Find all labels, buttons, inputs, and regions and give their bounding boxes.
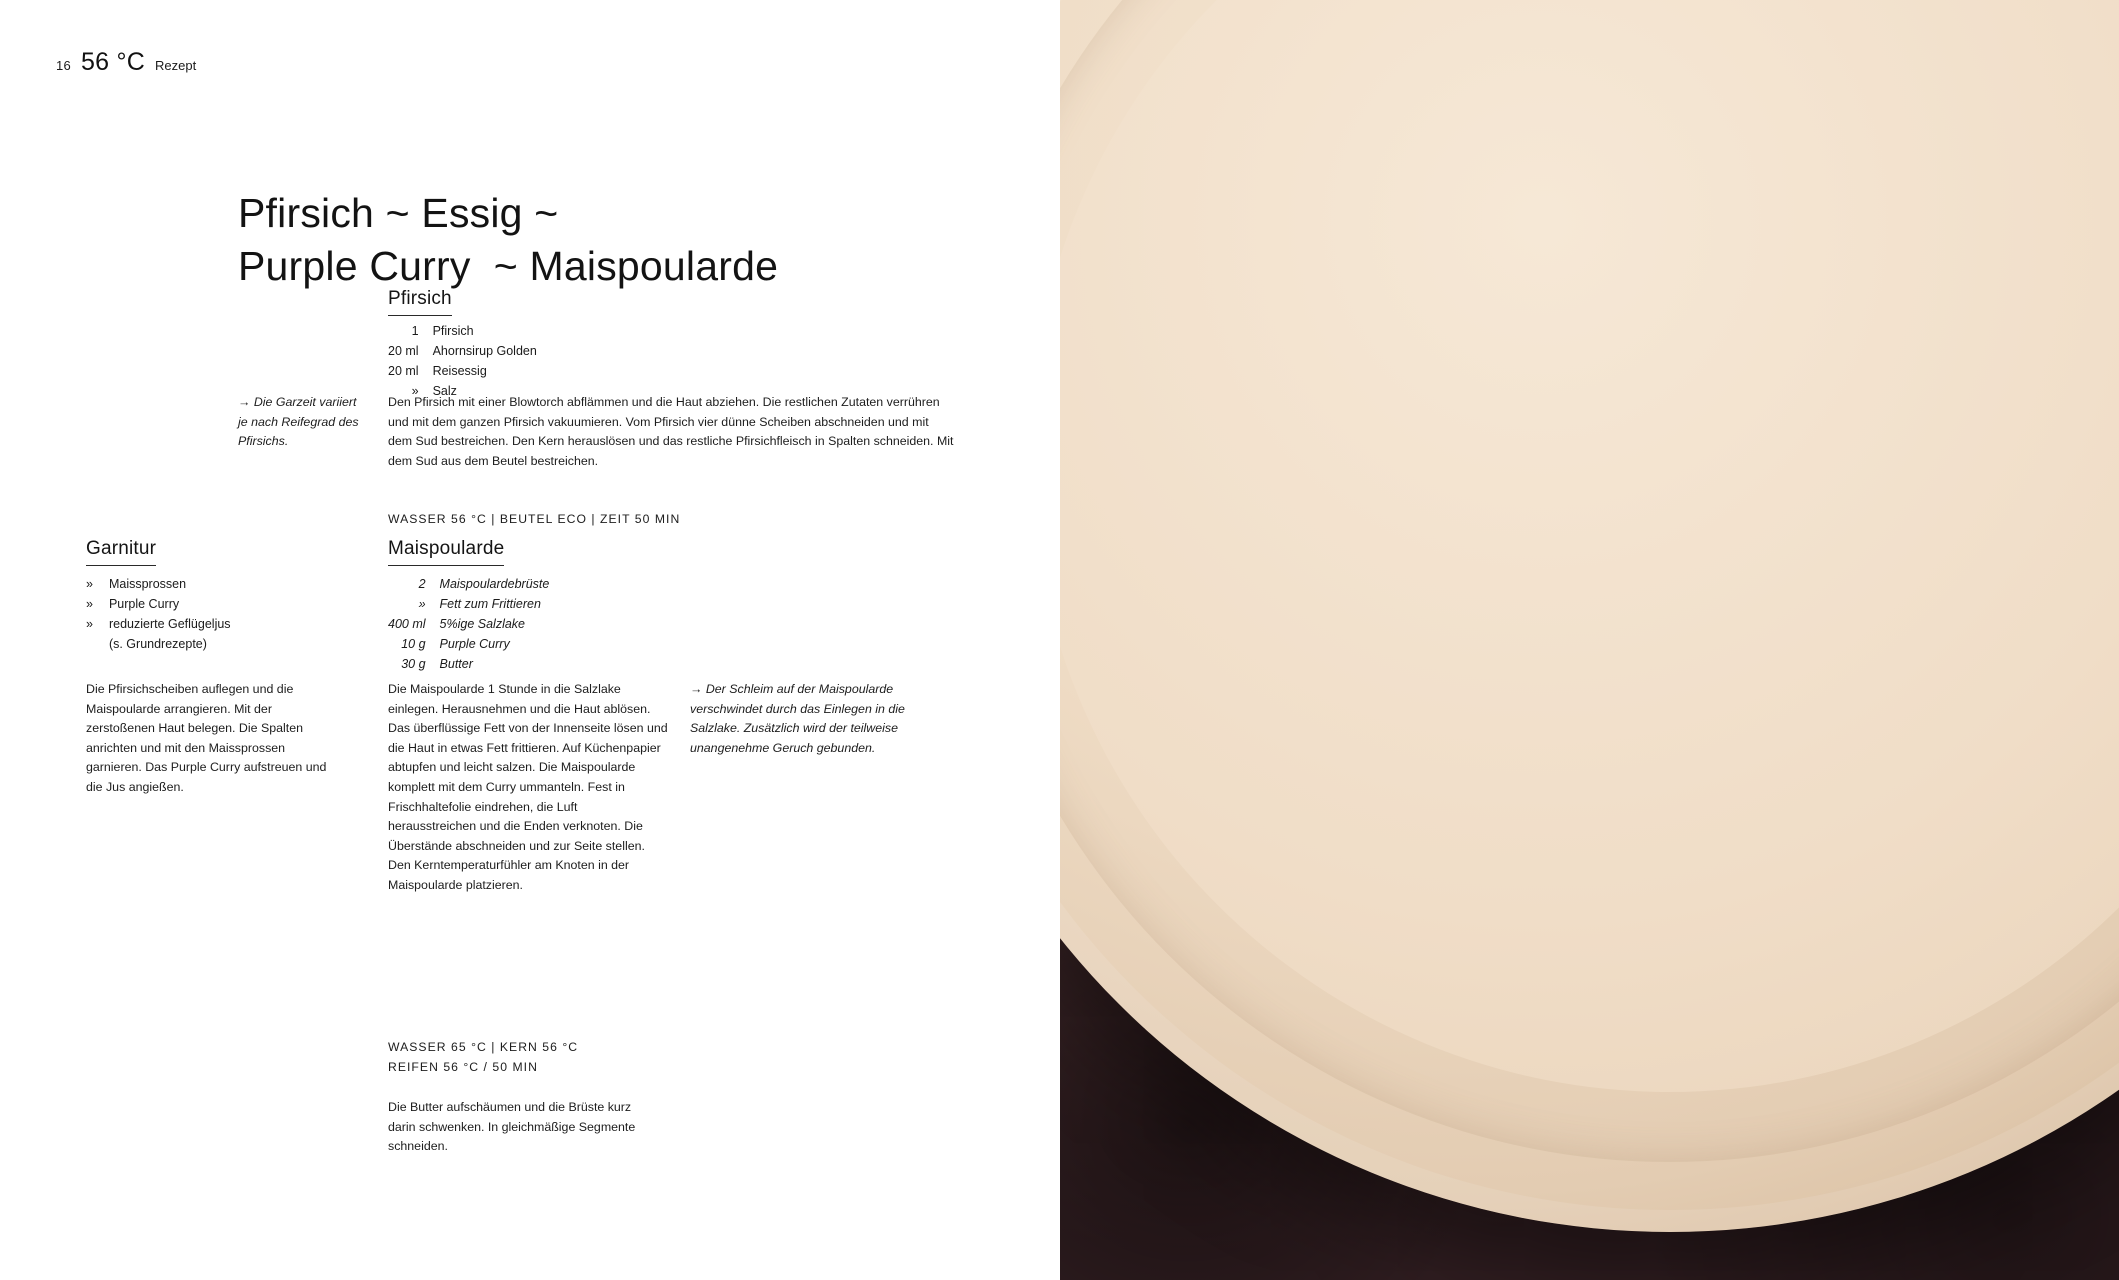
ingredient-qty: » [86, 617, 93, 631]
ingredient-qty: 20 ml [388, 364, 419, 378]
roulade-cut-surface [1302, 0, 1478, 158]
ingredient-name: Ahornsirup Golden [432, 344, 537, 358]
ingredient-row [86, 575, 231, 595]
ingredient-name: (s. Grundrezepte) [108, 637, 207, 651]
title-line-2: Purple Curry ~ Maispoularde [238, 242, 779, 289]
peach-spear [1495, 138, 1604, 319]
ingredient-row [86, 635, 231, 655]
maispoularde-method: Die Maispoularde 1 Stunde in die Salzlake einlegen. Herausnehmen und die Haut ablösen. Das überflüssige Fett von der Innenseite lösen und die Haut in etwas Fett frittieren. Auf Küchenpapier abtupfen und leicht salzen. Die Maispoularde komplett mit dem Curry ummanteln. Fest in Frischhaltefolie eindrehen, die Luft herausstreichen und die Enden verknoten. Die Überstände abschneiden und zur Seite stellen. Den Kerntemperaturfühler am Knoten in der Maispoularde platzieren. [388, 682, 668, 892]
ingredient-row [86, 615, 231, 635]
ingredient-row [388, 322, 537, 342]
ingredient-row [388, 342, 537, 362]
pfirsich-parameters: WASSER 56 °C | BEUTEL ECO | ZEIT 50 MIN [388, 512, 681, 526]
ingredient-row [388, 615, 549, 635]
jus-dot [1450, 112, 1568, 226]
spice-powder-secondary-icon [1390, 0, 1540, 22]
pfirsich-ingredients [388, 322, 537, 402]
garnitur-method: Die Pfirsichscheiben auflegen und die Maispoularde arrangieren. Mit der zerstoßenen Haut belegen. Die Spalten anrichten und mit den Maissprossen garnieren. Das Purple Curry aufstreuen und die Jus angießen. [86, 682, 327, 794]
maispoularde-heading-wrap [388, 538, 504, 566]
pfirsich-heading: Pfirsich [388, 288, 452, 316]
maispoularde-ingredients [388, 575, 549, 675]
peach-spear [1556, 155, 1685, 323]
ingredient-name: 5%ige Salzlake [439, 617, 525, 631]
ingredient-name: Salz [432, 384, 457, 398]
peach-spear [1573, 57, 1706, 271]
ingredient-name: Fett zum Frittieren [439, 597, 541, 611]
ingredient-name: Purple Curry [108, 597, 180, 611]
ingredient-table [388, 322, 537, 402]
plate [1060, 0, 2119, 1232]
ingredient-row [388, 362, 537, 382]
ingredient-name: Reisessig [432, 364, 487, 378]
ingredient-qty: 400 ml [388, 617, 426, 631]
ingredient-name: Maissprossen [108, 577, 187, 591]
ingredient-qty: 30 g [401, 657, 426, 671]
ingredient-qty: 20 ml [388, 344, 419, 358]
ingredient-qty: 10 g [401, 637, 426, 651]
corn-sprout-icon [1543, 0, 1558, 80]
ingredient-name: Maispoulardebrüste [439, 577, 550, 591]
ingredient-qty: » [86, 577, 93, 591]
garnitur-heading-wrap [86, 538, 156, 566]
ingredient-name: Purple Curry [439, 637, 510, 651]
garnitur-heading: Garnitur [86, 538, 156, 566]
maispoularde-parameters [388, 1038, 688, 1078]
temperature-label: 56 °C [80, 48, 146, 76]
ingredient-table [86, 575, 231, 655]
maispoularde-parameters-line-1: WASSER 65 °C | KERN 56 °C [388, 1040, 579, 1054]
ingredient-qty [86, 635, 109, 655]
pfirsich-note: → Die Garzeit variiert je nach Reifegrad des Pfirsichs. [238, 395, 359, 449]
maispoularde-note: → Der Schleim auf der Maispoularde verschwindet durch das Einlegen in die Salzlake. Zusätzlich wird der teilweise unangenehme Geruch gebunden. [690, 682, 905, 755]
section-label: Rezept [155, 58, 197, 73]
ingredient-name: Butter [439, 657, 473, 671]
ingredient-row [388, 635, 549, 655]
maispoularde-roulade [1290, 0, 1500, 197]
peach-slice [1261, 63, 1452, 211]
ingredient-qty: 1 [411, 324, 419, 338]
ingredient-row [388, 575, 549, 595]
maispoularde-method-2: Die Butter aufschäumen und die Brüste kurz darin schwenken. In gleichmäßige Segmente schneiden. [388, 1100, 636, 1154]
maispoularde-parameters-line-2: REIFEN 56 °C / 50 MIN [388, 1059, 538, 1074]
title-line-1: Pfirsich ~ Essig ~ [238, 190, 559, 237]
pfirsich-heading-wrap [388, 288, 452, 316]
ingredient-row [388, 595, 549, 615]
jus-dot [1718, 0, 1830, 80]
ingredient-qty: » [418, 597, 426, 611]
ingredient-name: Pfirsich [432, 324, 474, 338]
ingredient-qty: 2 [418, 577, 426, 591]
page-title [238, 187, 998, 292]
ingredient-name: reduzierte Geflügeljus [108, 617, 231, 631]
pfirsich-method: Den Pfirsich mit einer Blowtorch abflämmen und die Haut abziehen. Die restlichen Zutaten verrühren und mit dem ganzen Pfirsich vakuumieren. Vom Pfirsich vier dünne Scheiben abschneiden und mit dem Sud bestreichen. Den Kern herauslösen und das restliche Pfirsichfleisch in Spalten schneiden. Mit dem Sud aus dem Beutel bestreichen. [388, 395, 954, 468]
ingredient-row [86, 595, 231, 615]
garnitur-ingredients [86, 575, 231, 655]
running-head [56, 48, 196, 77]
ingredient-qty: » [86, 597, 93, 611]
peach-spear [1511, 0, 1668, 202]
ingredient-table [388, 575, 549, 675]
maispoularde-heading: Maispoularde [388, 538, 504, 566]
page-number: 16 [56, 58, 71, 73]
ingredient-row [388, 655, 549, 675]
recipe-photo-page [1060, 0, 2119, 1280]
ingredient-qty: » [411, 384, 419, 398]
